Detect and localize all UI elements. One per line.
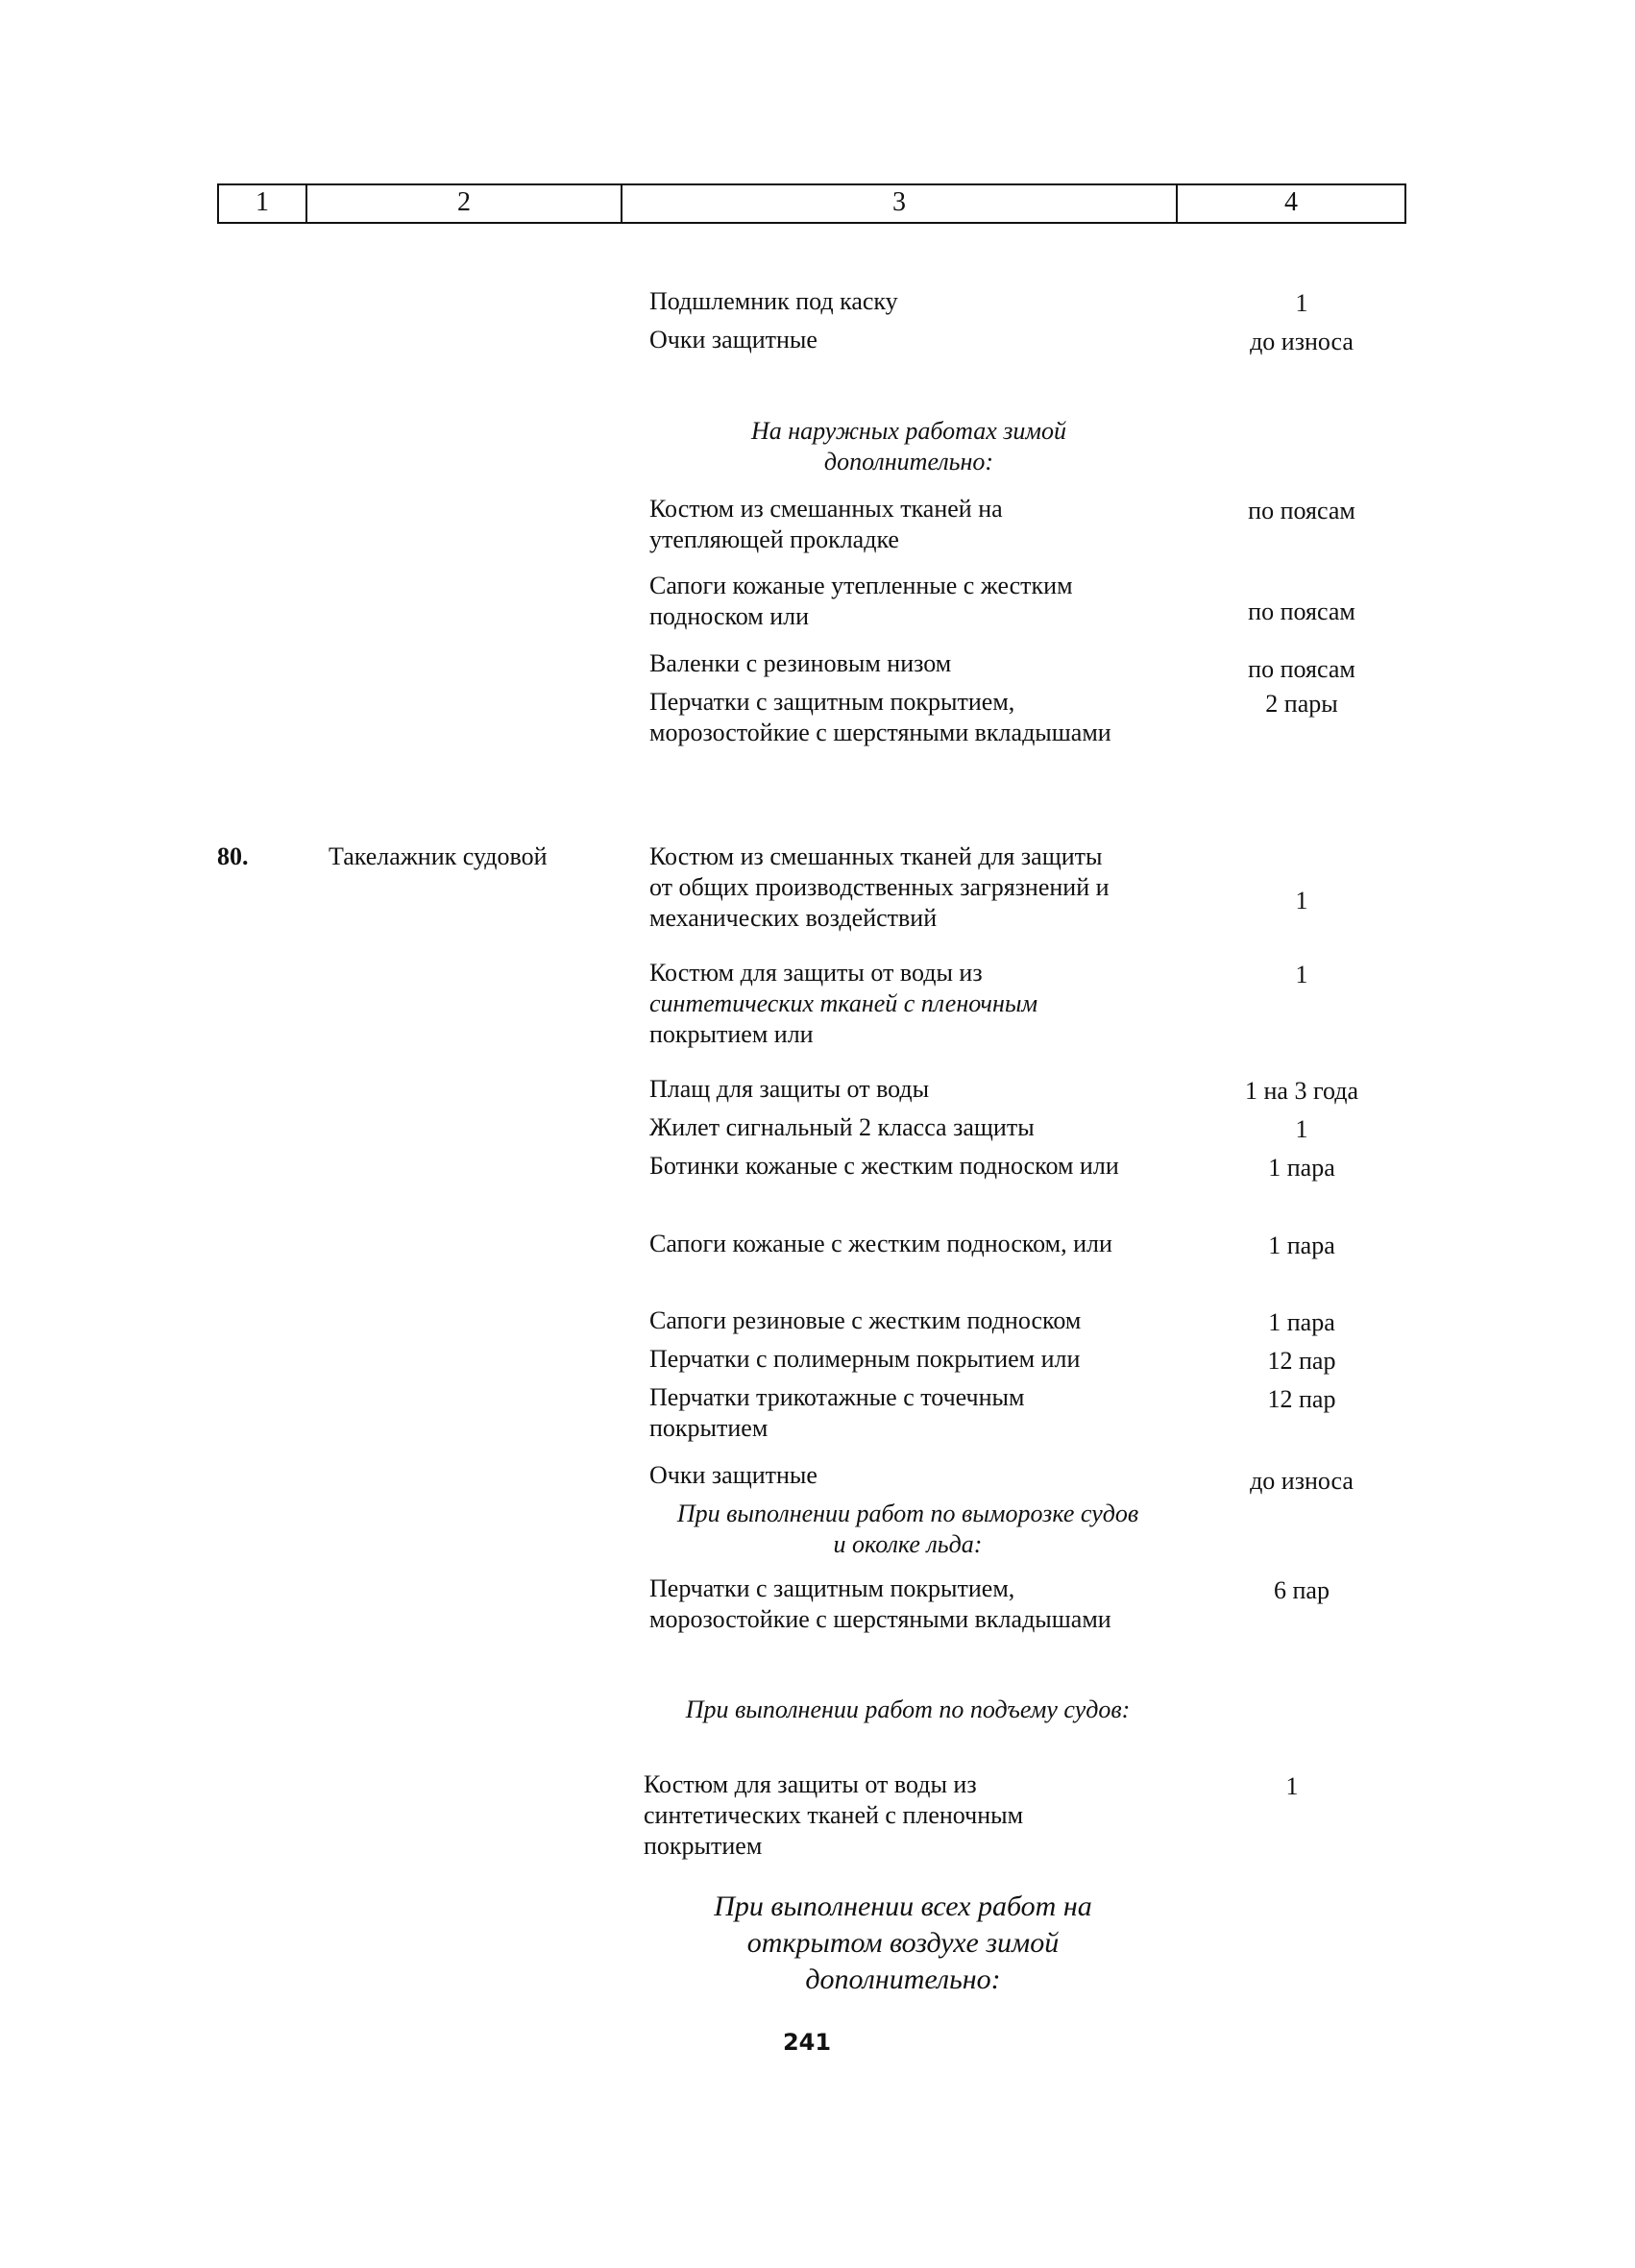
section-heading: дополнительно: bbox=[823, 448, 994, 476]
item-qty: по поясам bbox=[1248, 655, 1355, 683]
item-name: Перчатки с полимерным покрытием или bbox=[649, 1345, 1081, 1373]
item-qty: 6 пар bbox=[1274, 1576, 1330, 1604]
item-name: синтетических тканей с пленочным bbox=[644, 1801, 1024, 1829]
item-qty: до износа bbox=[1250, 1467, 1354, 1495]
section-heading: дополнительно: bbox=[805, 1963, 1001, 1995]
item-qty: по поясам bbox=[1248, 597, 1355, 625]
item-qty: 1 bbox=[1295, 1115, 1308, 1143]
item-name: Костюм из смешанных тканей для защиты bbox=[649, 842, 1103, 870]
item-qty: 1 пара bbox=[1268, 1308, 1335, 1336]
section-heading: При выполнении работ по подъему судов: bbox=[685, 1695, 1131, 1723]
item-name: Костюм для защиты от воды из bbox=[649, 959, 983, 987]
item-qty: 1 bbox=[1295, 887, 1308, 915]
profession-name: Такелажник судовой bbox=[329, 842, 548, 870]
page-number: 241 bbox=[782, 2029, 832, 2056]
item-name: утепляющей прокладке bbox=[649, 525, 899, 553]
header-col-1: 1 bbox=[219, 185, 307, 222]
header-col-2: 2 bbox=[307, 185, 622, 222]
item-name: Перчатки трикотажные с точечным bbox=[649, 1383, 1025, 1411]
item-qty: 1 bbox=[1295, 289, 1308, 317]
item-name: подноском или bbox=[649, 602, 810, 630]
item-qty: по поясам bbox=[1248, 497, 1355, 524]
section-heading: На наружных работах зимой bbox=[750, 417, 1067, 445]
item-name: покрытием bbox=[644, 1832, 763, 1860]
item-name: механических воздействий bbox=[649, 904, 938, 932]
item-name: Очки защитные bbox=[649, 326, 818, 354]
item-name: Плащ для защиты от воды bbox=[649, 1075, 930, 1103]
item-name: Очки защитные bbox=[649, 1461, 818, 1489]
item-qty: 1 пара bbox=[1268, 1232, 1335, 1259]
item-qty: 1 пара bbox=[1268, 1154, 1335, 1182]
item-name: Валенки с резиновым низом bbox=[649, 649, 952, 677]
item-name: Подшлемник под каску bbox=[649, 287, 898, 315]
item-name: Перчатки с защитным покрытием, bbox=[649, 1574, 1015, 1602]
item-qty: 1 bbox=[1295, 961, 1308, 988]
item-name: Костюм из смешанных тканей на bbox=[649, 495, 1003, 523]
item-name: покрытием или bbox=[649, 1020, 814, 1048]
item-qty: 2 пары bbox=[1265, 690, 1338, 718]
item-name: Сапоги кожаные с жестким подноском, или bbox=[649, 1230, 1112, 1257]
item-name: Жилет сигнальный 2 класса защиты bbox=[649, 1113, 1035, 1141]
item-name: морозостойкие с шерстяными вкладышами bbox=[649, 719, 1111, 746]
item-name: Сапоги резиновые с жестким подноском bbox=[649, 1306, 1082, 1334]
item-name: синтетических тканей с пленочным bbox=[649, 989, 1038, 1017]
item-name: покрытием bbox=[649, 1414, 769, 1442]
item-qty: 12 пар bbox=[1267, 1385, 1336, 1413]
section-heading: открытом воздухе зимой bbox=[746, 1927, 1060, 1959]
item-name: от общих производственных загрязнений и bbox=[649, 873, 1110, 901]
item-name: Сапоги кожаные утепленные с жестким bbox=[649, 572, 1073, 599]
section-heading: и околке льда: bbox=[833, 1530, 983, 1558]
item-name: Костюм для защиты от воды из bbox=[644, 1770, 977, 1798]
table-header-row bbox=[217, 183, 1406, 224]
item-qty: до износа bbox=[1250, 328, 1354, 355]
header-col-4: 4 bbox=[1284, 187, 1298, 217]
header-col-3: 3 bbox=[622, 185, 1178, 222]
section-heading: При выполнении всех работ на bbox=[714, 1890, 1092, 1922]
section-heading: При выполнении работ по выморозке судов bbox=[676, 1500, 1139, 1527]
item-qty: 1 на 3 года bbox=[1245, 1077, 1358, 1105]
item-qty: 12 пар bbox=[1267, 1347, 1336, 1375]
item-name: Ботинки кожаные с жестким подноском или bbox=[649, 1152, 1119, 1180]
item-name: морозостойкие с шерстяными вкладышами bbox=[649, 1605, 1111, 1633]
item-name: Перчатки с защитным покрытием, bbox=[649, 688, 1015, 716]
item-qty: 1 bbox=[1285, 1772, 1299, 1800]
entry-number: 80. bbox=[217, 842, 249, 870]
